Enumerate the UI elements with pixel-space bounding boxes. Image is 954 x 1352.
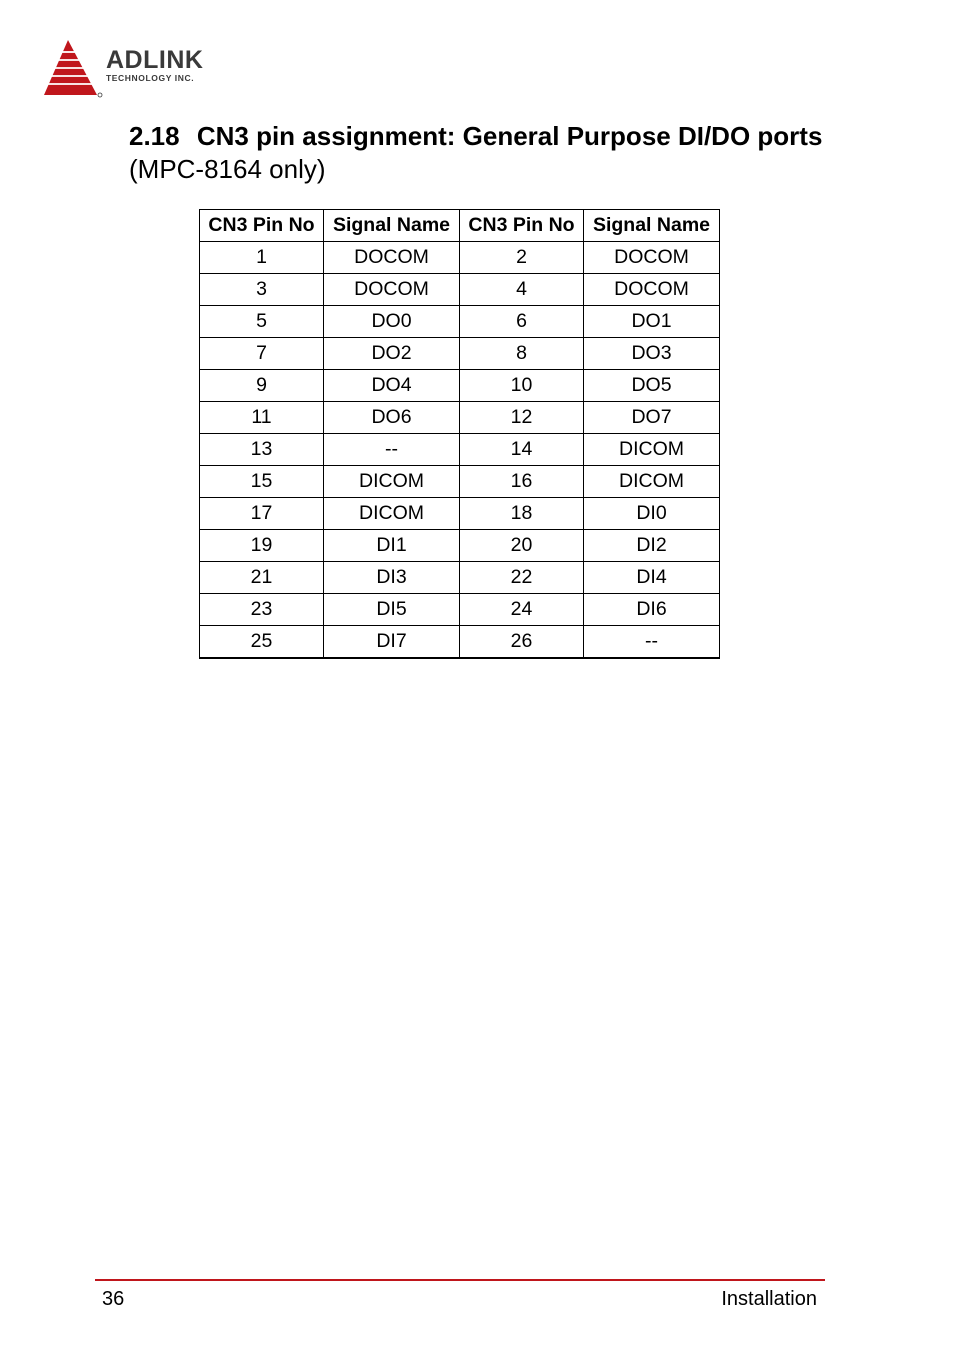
- pin-cell: 26: [460, 626, 584, 659]
- pin-cell: 1: [200, 242, 324, 274]
- pin-cell: 17: [200, 498, 324, 530]
- signal-cell: DI0: [584, 498, 720, 530]
- table-row: [200, 370, 720, 402]
- signal-cell: --: [324, 434, 460, 466]
- pin-cell: 15: [200, 466, 324, 498]
- pin-cell: 10: [460, 370, 584, 402]
- pin-cell: 5: [200, 306, 324, 338]
- pin-cell: 6: [460, 306, 584, 338]
- pin-assignment-table: [199, 209, 720, 659]
- signal-cell: DO1: [584, 306, 720, 338]
- brand-name: ADLINK: [106, 46, 204, 74]
- table-row: [200, 594, 720, 626]
- signal-cell: DO7: [584, 402, 720, 434]
- signal-cell: --: [584, 626, 720, 659]
- footer-divider: [95, 1279, 825, 1281]
- table-row: [200, 434, 720, 466]
- table-row: [200, 562, 720, 594]
- signal-cell: DOCOM: [324, 242, 460, 274]
- pin-cell: 8: [460, 338, 584, 370]
- signal-cell: DI7: [324, 626, 460, 659]
- signal-cell: DO0: [324, 306, 460, 338]
- signal-cell: DICOM: [584, 466, 720, 498]
- signal-cell: DI2: [584, 530, 720, 562]
- table-row: [200, 242, 720, 274]
- table-row: [200, 530, 720, 562]
- pin-cell: 16: [460, 466, 584, 498]
- signal-cell: DO5: [584, 370, 720, 402]
- section-heading: [129, 120, 829, 186]
- pin-cell: 13: [200, 434, 324, 466]
- signal-cell: DO4: [324, 370, 460, 402]
- header-signal-name-left: Signal Name: [324, 210, 460, 242]
- signal-cell: DI3: [324, 562, 460, 594]
- pin-cell: 18: [460, 498, 584, 530]
- pin-cell: 22: [460, 562, 584, 594]
- pin-cell: 9: [200, 370, 324, 402]
- signal-cell: DO3: [584, 338, 720, 370]
- header-pin-no-right: CN3 Pin No: [460, 210, 584, 242]
- pin-cell: 12: [460, 402, 584, 434]
- pin-cell: 2: [460, 242, 584, 274]
- signal-cell: DOCOM: [584, 274, 720, 306]
- signal-cell: DO6: [324, 402, 460, 434]
- signal-cell: DICOM: [324, 498, 460, 530]
- signal-cell: DICOM: [324, 466, 460, 498]
- table-row: [200, 626, 720, 659]
- section-subtitle: (MPC-8164 only): [129, 154, 326, 184]
- table-row: [200, 466, 720, 498]
- pin-cell: 20: [460, 530, 584, 562]
- signal-cell: DI5: [324, 594, 460, 626]
- brand-tagline: TECHNOLOGY INC.: [106, 73, 195, 83]
- section-number: 2.18: [129, 121, 180, 151]
- table-row: [200, 402, 720, 434]
- header-signal-name-right: Signal Name: [584, 210, 720, 242]
- signal-cell: DI1: [324, 530, 460, 562]
- signal-cell: DOCOM: [584, 242, 720, 274]
- pin-cell: 3: [200, 274, 324, 306]
- signal-cell: DI4: [584, 562, 720, 594]
- signal-cell: DO2: [324, 338, 460, 370]
- company-logo: [42, 38, 242, 100]
- table-row: [200, 338, 720, 370]
- pin-cell: 25: [200, 626, 324, 659]
- adlink-triangle-logo-icon: [42, 38, 104, 100]
- pin-cell: 11: [200, 402, 324, 434]
- pin-cell: 7: [200, 338, 324, 370]
- table-row: [200, 498, 720, 530]
- pin-cell: 4: [460, 274, 584, 306]
- pin-cell: 19: [200, 530, 324, 562]
- signal-cell: DICOM: [584, 434, 720, 466]
- page-number: 36: [102, 1288, 125, 1310]
- section-title: CN3 pin assignment: General Purpose DI/DO ports: [196, 121, 823, 151]
- pin-cell: 21: [200, 562, 324, 594]
- pin-cell: 24: [460, 594, 584, 626]
- pin-cell: 14: [460, 434, 584, 466]
- table-row: [200, 274, 720, 306]
- pin-cell: 23: [200, 594, 324, 626]
- table-header-row: [200, 210, 720, 242]
- signal-cell: DOCOM: [324, 274, 460, 306]
- table-row: [200, 306, 720, 338]
- header-pin-no-left: CN3 Pin No: [200, 210, 324, 242]
- footer-section-name: Installation: [721, 1288, 817, 1310]
- signal-cell: DI6: [584, 594, 720, 626]
